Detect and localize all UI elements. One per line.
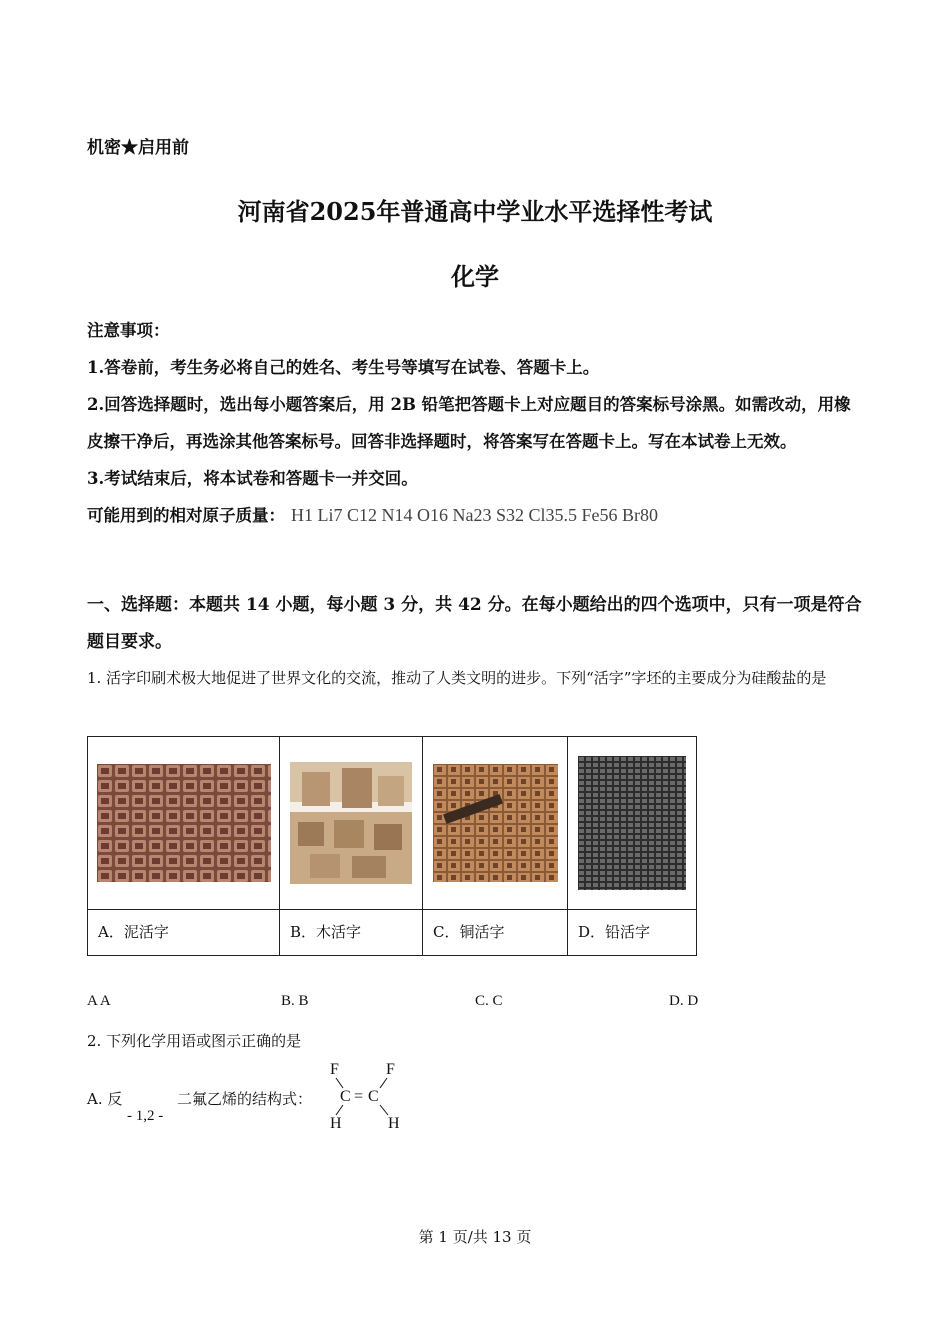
struct-h-right: H [388,1115,400,1132]
exam-title: 河南省2025年普通高中学业水平选择性考试 [237,197,713,226]
type-images-table [87,736,697,956]
confidential-label: 机密★启用前 [87,138,189,158]
label-clay-type: A．泥活字 [88,910,280,956]
struct-f-right: F [386,1061,395,1078]
note-item-1: 1.答卷前，考生务必将自己的姓名、考生号等填写在试卷、答题卡上。 [87,358,600,377]
question-2-stem: 2. 下列化学用语或图示正确的是 [87,1032,302,1050]
q1-option-d: D. D [669,993,699,1009]
bond-c-h-left [336,1105,343,1115]
atomic-mass-label: 可能用到的相对原子质量： [87,506,285,525]
q2-option-a-prefix: A. 反 [87,1090,123,1108]
subject-title: 化学 [451,262,499,291]
q2-option-a-text: 二氟乙烯的结构式： [177,1090,313,1108]
exam-notes [87,312,867,534]
q2-option-a-locant: - 1,2 - [127,1108,164,1124]
question-1-stem: 1. 活字印刷术极大地促进了世界文化的交流，推动了人类文明的进步。下列“活字”字坯的主要成分为硅酸盐的是 [87,669,827,687]
atomic-mass-line [87,497,867,534]
bond-f-c-left [336,1078,343,1088]
bond-f-c-right [380,1078,387,1088]
wood-type-image [280,737,422,909]
struct-f-left: F [330,1061,339,1078]
notes-heading: 注意事项： [87,321,170,340]
struct-c-right: C [368,1088,379,1105]
copper-type-image [423,737,567,909]
label-copper-type: C．铜活字 [423,910,568,956]
difluoroethene-structure [320,1058,410,1134]
atomic-mass-values: H1 Li7 C12 N14 O16 Na23 S32 Cl35.5 Fe56 Br80 [291,505,659,525]
bond-c-h-right [380,1105,388,1115]
section-heading: 一、选择题：本题共 14 小题，每小题 3 分，共 42 分。在每小题给出的四个选项中，只有一项是符合题目要求。 [87,595,862,652]
struct-double-bond: = [354,1088,364,1105]
q1-option-b: B. B [281,993,309,1009]
struct-c-left: C [340,1088,351,1105]
clay-type-image [88,737,279,909]
note-item-2: 2.回答选择题时，选出每小题答案后，用 2B 铅笔把答题卡上对应题目的答案标号涂黑。如需改动，用橡皮擦干净后，再选涂其他答案标号。回答非选择题时，将答案写在答题卡上。写在本试卷上无效。 [87,395,851,451]
page-footer: 第 1 页/共 13 页 [418,1228,532,1246]
lead-type-image [568,737,696,909]
struct-h-left: H [330,1115,342,1132]
label-wood-type: B．木活字 [280,910,423,956]
q1-option-a: A A [87,993,111,1009]
q1-option-c: C. C [475,993,503,1009]
note-item-3: 3.考试结束后，将本试卷和答题卡一并交回。 [87,469,418,488]
label-lead-type: D．铅活字 [568,910,697,956]
